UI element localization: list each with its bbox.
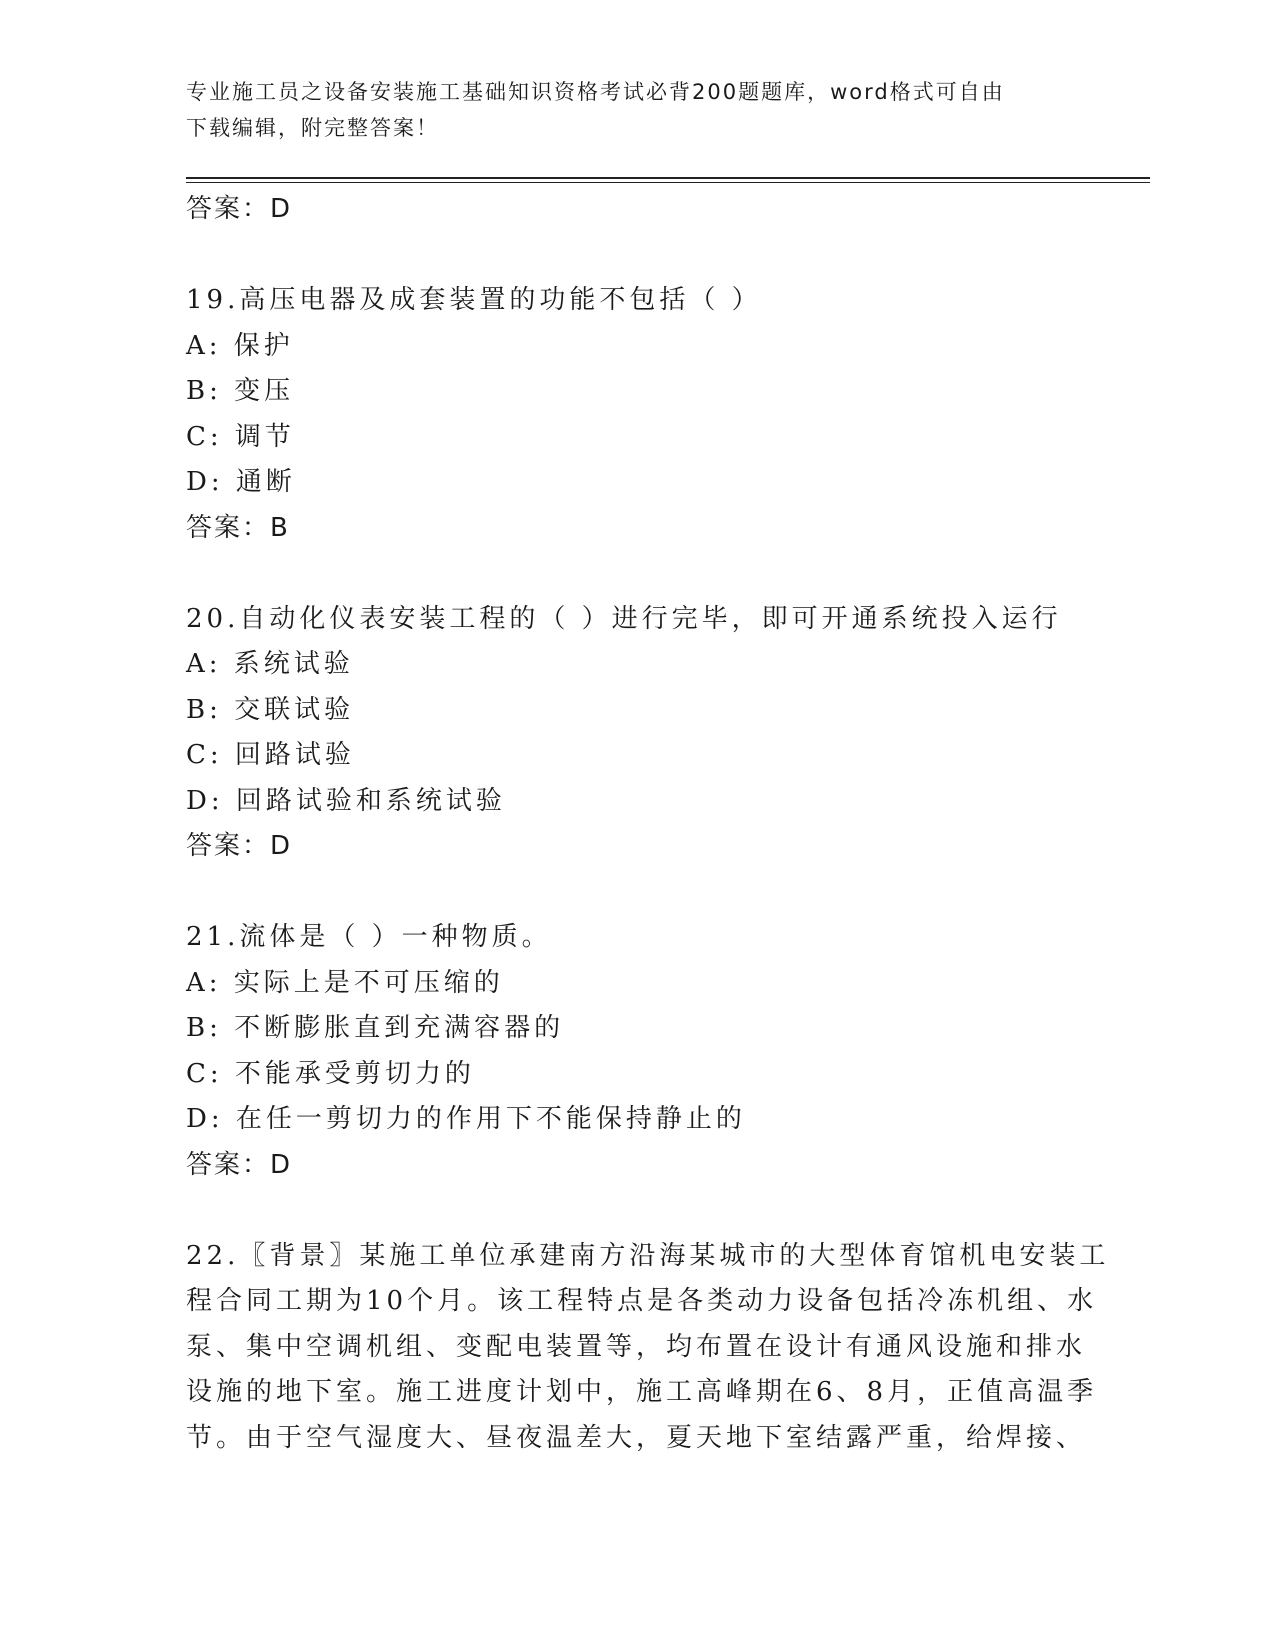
question-stem: 21.流体是（ ）一种物质。 xyxy=(186,922,552,952)
question-stem: 19.高压电器及成套装置的功能不包括（ ） xyxy=(186,285,762,315)
option-b: B: 不断膨胀直到充满容器的 xyxy=(186,1013,565,1043)
option-d: D: 回路试验和系统试验 xyxy=(186,785,506,816)
option-c: C: 回路试验 xyxy=(186,740,355,770)
answer-line: 答案：D xyxy=(186,831,293,861)
header-divider-thick xyxy=(186,177,1150,179)
answer-line: 答案：D xyxy=(186,194,293,224)
header-line-1: 专业施工员之设备安装施工基础知识资格考试必背200题题库，word格式可自由 xyxy=(186,80,1005,104)
header-divider-thin xyxy=(186,182,1150,183)
paragraph-line: 程合同工期为10个月。该工程特点是各类动力设备包括冷冻机组、水 xyxy=(186,1286,1098,1316)
option-d: D: 通断 xyxy=(186,467,296,497)
option-d: D: 在任一剪切力的作用下不能保持静止的 xyxy=(186,1104,746,1134)
header-line-2: 下载编辑，附完整答案！ xyxy=(186,116,439,140)
paragraph-line: 22.〖背景〗某施工单位承建南方沿海某城市的大型体育馆机电安装工 xyxy=(186,1240,1110,1271)
question-20 xyxy=(186,597,1086,870)
option-c: C: 不能承受剪切力的 xyxy=(186,1058,475,1089)
question-22-background xyxy=(186,1234,1110,1462)
question-body xyxy=(186,187,1110,1461)
question-stem: 20.自动化仪表安装工程的（ ）进行完毕，即可开通系统投入运行 xyxy=(186,603,1062,634)
question-19 xyxy=(186,278,1086,551)
option-a: A: 保护 xyxy=(186,330,294,361)
answer-line: 答案：B xyxy=(186,512,290,543)
option-a: A: 实际上是不可压缩的 xyxy=(186,967,504,998)
option-a: A: 系统试验 xyxy=(186,649,354,679)
paragraph-line: 设施的地下室。施工进度计划中，施工高峰期在6、8月，正值高温季 xyxy=(186,1377,1098,1407)
option-b: B: 变压 xyxy=(186,376,295,406)
spacer xyxy=(186,233,1086,279)
question-21 xyxy=(186,915,1086,1188)
spacer xyxy=(186,1188,1086,1234)
document-header xyxy=(186,74,1066,146)
spacer xyxy=(186,870,1086,916)
paragraph-line: 节。由于空气湿度大、昼夜温差大，夏天地下室结露严重，给焊接、 xyxy=(186,1422,1087,1453)
paragraph-line: 泵、集中空调机组、变配电装置等，均布置在设计有通风设施和排水 xyxy=(186,1331,1087,1362)
answer-line: 答案：D xyxy=(186,1149,293,1180)
spacer xyxy=(186,551,1086,597)
option-b: B: 交联试验 xyxy=(186,694,355,725)
option-c: C: 调节 xyxy=(186,421,295,452)
